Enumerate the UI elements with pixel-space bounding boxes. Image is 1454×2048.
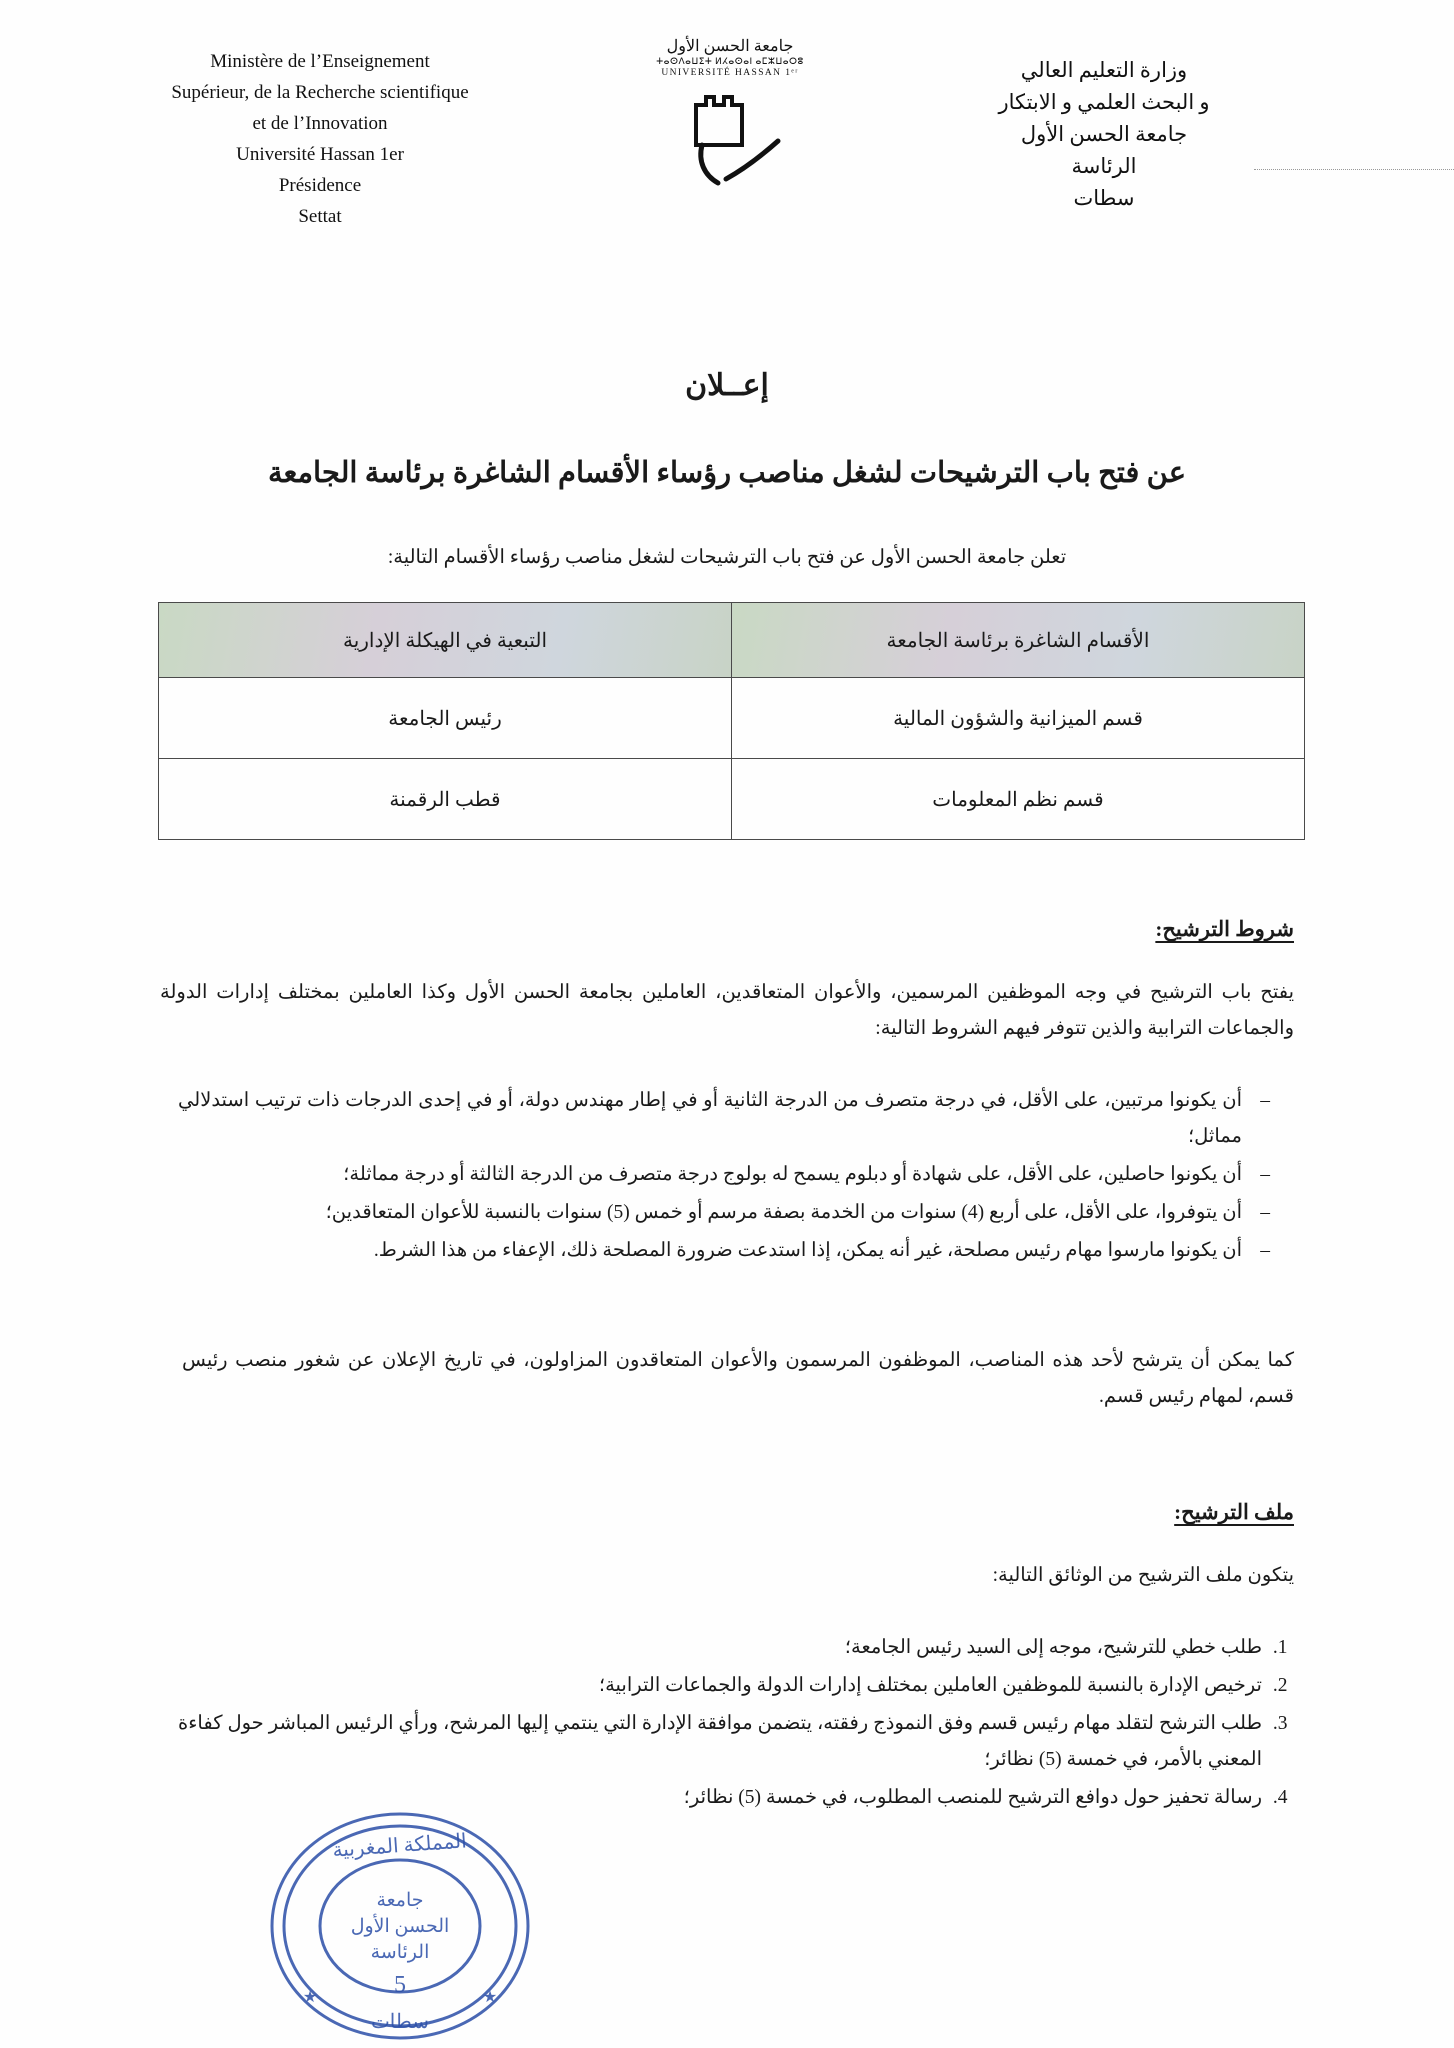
list-item: – أن يتوفروا، على الأقل، على أربع (4) سنوات من الخدمة بصفة مرسم أو خمس (5) سنوات بالنسبة للأعوان المتعاقدين؛	[178, 1195, 1276, 1231]
header-arabic-line-4: الرئاسة	[1071, 154, 1137, 178]
list-item: – أن يكونوا مرتبين، على الأقل، في درجة متصرف من الدرجة الثانية أو في إطار مهندس دولة، أو في إحدى الدرجات ذات ترتيب استدلالي مماثل؛	[178, 1083, 1276, 1155]
official-stamp	[250, 1806, 550, 2046]
table-header-hierarchy: التبعية في الهيكلة الإدارية	[159, 603, 732, 678]
header-arabic-block	[904, 54, 1304, 214]
table-header-row	[159, 603, 1305, 678]
table-header-departments: الأقسام الشاغرة برئاسة الجامعة	[732, 603, 1305, 678]
header-arabic-line-1: وزارة التعليم العالي	[1020, 58, 1188, 82]
header-french-line-4: Université Hassan 1er	[236, 144, 404, 165]
vacant-departments-table	[158, 602, 1305, 840]
table-cell-hierarchy: قطب الرقمنة	[159, 759, 732, 840]
conditions-intro: يفتح باب الترشيح في وجه الموظفين المرسمين، والأعوان المتعاقدين، العاملين بجامعة الحسن الأول وكذا العاملين بمختلف إدارات الدولة والجماعات الترابية والذين تتوفر فيهم الشروط التالية:	[160, 982, 1294, 1039]
table-cell-department: قسم نظم المعلومات	[732, 759, 1305, 840]
svg-text:جامعة: جامعة	[376, 1890, 424, 1911]
document-header	[0, 38, 1454, 228]
header-french-block	[120, 46, 520, 232]
dossier-list	[178, 1630, 1302, 1818]
list-item: 2. ترخيص الإدارة بالنسبة للموظفين العاملين بمختلف إدارات الدولة والجماعات الترابية؛	[178, 1668, 1268, 1704]
list-item: 4. رسالة تحفيز حول دوافع الترشيح للمنصب المطلوب، في خمسة (5) نظائر؛	[178, 1780, 1268, 1816]
table-row	[159, 678, 1305, 759]
logo-tifinagh-name: ⵜⴰⵙⴷⴰⵡⵉⵜ ⵍⵃⴰⵙⴰⵏ ⴰⵎⵣⵡⴰⵔⵓ	[656, 56, 804, 66]
logo-mark-icon	[660, 83, 800, 188]
stamp-icon	[250, 1806, 550, 2046]
header-arabic-line-2: و البحث العلمي و الابتكار	[998, 90, 1210, 114]
conditions-closing: كما يمكن أن يترشح لأحد هذه المناصب، الموظفون المرسمون والأعوان المتعاقدون المزاولون، في تاريخ الإعلان عن شغور منصب رئيس قسم، لمهام رئيس قسم.	[182, 1350, 1294, 1407]
header-arabic-line-5: سطات	[1073, 186, 1135, 210]
svg-text:الحسن الأول: الحسن الأول	[350, 1916, 450, 1937]
intro-paragraph: تعلن جامعة الحسن الأول عن فتح باب الترشيحات لشغل مناصب رؤساء الأقسام التالية:	[387, 547, 1067, 568]
svg-text:★: ★	[482, 1989, 498, 2006]
header-french-line-5: Présidence	[278, 175, 362, 196]
table-cell-hierarchy: رئيس الجامعة	[159, 678, 732, 759]
table-row	[159, 759, 1305, 840]
header-french-line-2: Supérieur, de la Recherche scientifique	[171, 82, 469, 103]
list-item: 1. طلب خطي للترشيح، موجه إلى السيد رئيس الجامعة؛	[178, 1630, 1268, 1666]
conditions-list	[178, 1083, 1276, 1271]
svg-text:سطات: سطات	[370, 2011, 430, 2033]
svg-text:الرئاسة: الرئاسة	[370, 1942, 430, 1963]
university-logo	[620, 38, 840, 193]
list-item: 3. طلب الترشح لتقلد مهام رئيس قسم وفق النموذج رفقته، يتضمن موافقة الإدارة التي ينتمي إليها المرشح، ورأي الرئيس المباشر حول كفاءة المعني بالأمر، في خمسة (5) نظائر؛	[178, 1706, 1268, 1778]
list-item: – أن يكونوا حاصلين، على الأقل، على شهادة أو دبلوم يسمح له بولوج درجة متصرف من الدرجة الثالثة أو درجة مماثلة؛	[178, 1157, 1276, 1193]
header-french-line-1: Ministère de l’Enseignement	[210, 51, 430, 72]
svg-text:المملكة المغربية: المملكة المغربية	[331, 1830, 468, 1862]
announcement-title: إعــلان	[685, 369, 769, 402]
list-item: – أن يكونوا مارسوا مهام رئيس مصلحة، غير أنه يمكن، إذا استدعت ضرورة المصلحة ذلك، الإعفاء من هذا الشرط.	[178, 1233, 1276, 1269]
dossier-heading: ملف الترشيح:	[1174, 1500, 1294, 1524]
dossier-intro: يتكون ملف الترشيح من الوثائق التالية:	[992, 1565, 1294, 1586]
conditions-heading: شروط الترشيح:	[1155, 917, 1294, 941]
table-cell-department: قسم الميزانية والشؤون المالية	[732, 678, 1305, 759]
header-french-line-3: et de l’Innovation	[252, 113, 388, 134]
svg-text:5: 5	[394, 1972, 406, 1998]
svg-text:★: ★	[302, 1989, 318, 2006]
header-arabic-line-3: جامعة الحسن الأول	[1020, 122, 1188, 146]
logo-arabic-name: جامعة الحسن الأول	[666, 38, 794, 55]
page-title: عن فتح باب الترشيحات لشغل مناصب رؤساء الأقسام الشاغرة برئاسة الجامعة	[267, 457, 1187, 489]
logo-latin-name: UNIVERSITÉ HASSAN 1ᵉʳ	[661, 68, 799, 78]
header-french-line-6: Settat	[298, 206, 342, 227]
